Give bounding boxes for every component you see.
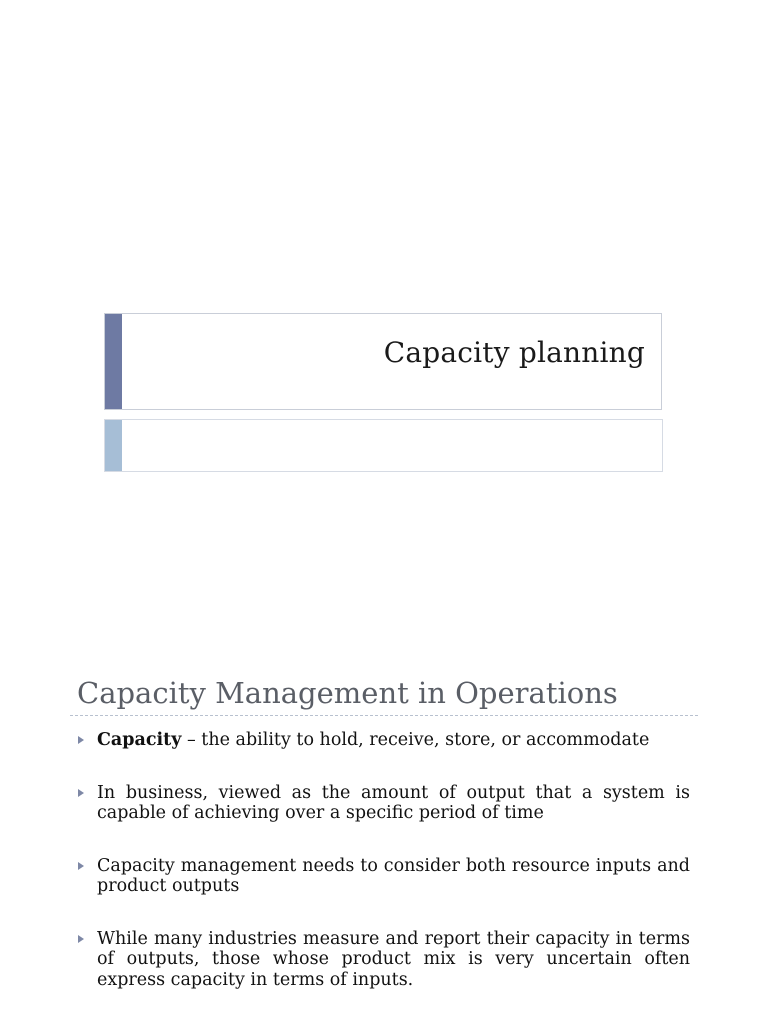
bullet-item: [76, 783, 690, 824]
slide-title: Capacity planning: [383, 336, 645, 369]
bullet-term: Capacity: [97, 730, 182, 750]
title-accent-bar: [105, 314, 122, 409]
heading-divider: [70, 715, 698, 716]
subtitle-box: [104, 419, 663, 472]
bullet-list: [76, 730, 690, 990]
subtitle-accent-bar: [105, 420, 122, 471]
triangle-right-icon: [78, 789, 84, 797]
triangle-right-icon: [78, 935, 84, 943]
bullet-text: Capacity management needs to consider both resource inputs and product outputs: [97, 855, 690, 896]
bullet-item: [76, 730, 690, 751]
bullet-item: [76, 856, 690, 897]
bullet-text: While many industries measure and report their capacity in terms of outputs, those whose product mix is very uncertain often express capacity in terms of inputs.: [97, 928, 690, 990]
bullet-text: – the ability to hold, receive, store, or accommodate: [181, 730, 650, 750]
title-box: [104, 313, 662, 410]
bullet-text: In business, viewed as the amount of output that a system is capable of achieving over a specific period of time: [97, 782, 690, 823]
slide-heading: Capacity Management in Operations: [77, 676, 618, 710]
triangle-right-icon: [78, 736, 84, 744]
bullet-item: [76, 929, 690, 991]
triangle-right-icon: [78, 862, 84, 870]
